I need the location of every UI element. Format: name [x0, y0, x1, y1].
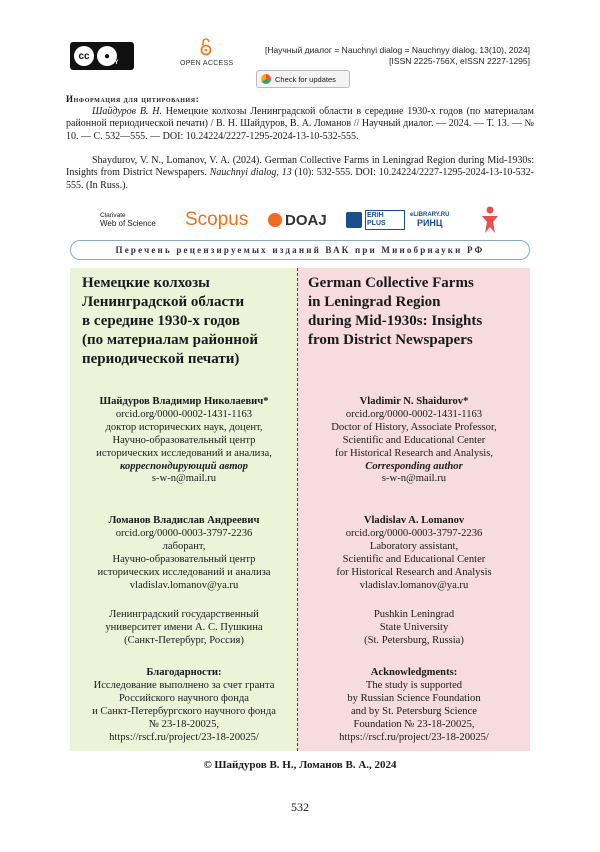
- citation-heading: Информация для цитирования:: [66, 94, 200, 104]
- en-author-1-affil: for Historical Research and Analysis,: [335, 447, 493, 459]
- en-author-2-affil: for Historical Research and Analysis: [336, 566, 492, 578]
- en-ack-line: The study is supported: [365, 679, 463, 691]
- open-access-lock-icon: [200, 38, 212, 56]
- ru-ack-line: № 23-18-20025,: [148, 718, 220, 730]
- ru-ack-line: Российского научного фонда: [119, 692, 249, 704]
- ru-title-line: Ленинградской области: [82, 294, 245, 310]
- doaj-logo[interactable]: [268, 205, 327, 235]
- ru-org-line: Ленинградский государственный: [109, 609, 259, 620]
- en-title-line: German Collective Farms: [308, 275, 474, 291]
- ru-author-1-orcid[interactable]: orcid.org/0000-0002-1431-1163: [115, 408, 253, 420]
- wos-label: Web of Science: [100, 219, 156, 228]
- ru-author-1-email[interactable]: s-w-n@mail.ru: [151, 473, 217, 485]
- en-title-line: in Leningrad Region: [308, 294, 441, 310]
- en-author-1-name: Vladimir N. Shaidurov*: [359, 396, 469, 407]
- ru-author-1-affil: исторических исследований и анализа,: [96, 447, 272, 459]
- ru-org-line: университет имени А. С. Пушкина: [105, 621, 263, 633]
- ru-author-1: [72, 396, 296, 486]
- en-author-1-affil: Scientific and Educational Center: [342, 434, 486, 446]
- en-ack-line: Foundation № 23-18-20025,: [353, 718, 475, 730]
- ru-article-title: [82, 274, 294, 369]
- en-author-2-name: Vladislav A. Lomanov: [363, 515, 465, 526]
- ru-author-1-affil: Научно-образовательный центр: [112, 434, 256, 446]
- ru-author-2-affil: Научно-образовательный центр: [112, 553, 256, 565]
- ru-author-1-degree: доктор исторических наук, доцент,: [105, 421, 263, 433]
- en-author-2-email[interactable]: vladislav.lomanov@ya.ru: [359, 579, 469, 591]
- en-org-line: Pushkin Leningrad: [373, 609, 455, 620]
- en-author-2: [300, 515, 528, 592]
- person-icon: ●: [97, 46, 117, 66]
- page-number: 532: [291, 800, 309, 814]
- citation-ru-authors: Шайдуров В. Н.: [92, 106, 162, 117]
- web-of-science-logo[interactable]: [100, 205, 156, 235]
- en-corresponding-author: Corresponding author: [365, 460, 463, 472]
- clarivate-label: Clarivate: [100, 212, 126, 219]
- en-author-1: [300, 396, 528, 486]
- en-author-1-orcid[interactable]: orcid.org/0000-0002-1431-1163: [345, 408, 483, 420]
- en-author-2-position: Laboratory assistant,: [369, 540, 459, 552]
- ru-title-line: в середине 1930-х годов: [82, 313, 240, 329]
- column-divider: [297, 268, 299, 751]
- citation-ru: [66, 106, 534, 143]
- sciencedirect-person-icon: [480, 205, 500, 235]
- en-ack-line: and by St. Petersburg Science: [350, 705, 478, 717]
- ru-org-line: (Санкт-Петербург, Россия): [124, 634, 244, 646]
- journal-issue: [Научный диалог = Nauchnyi dialog = Nauchnyy dialog, 13(10), 2024]: [264, 45, 530, 55]
- ru-corresponding-author: корреспондирующий автор: [120, 460, 248, 472]
- en-article-title: [308, 274, 528, 350]
- en-organization: [300, 609, 528, 648]
- ru-title-line: Немецкие колхозы: [82, 275, 210, 291]
- journal-reference: [265, 45, 530, 67]
- citation-en: [66, 155, 534, 192]
- en-author-2-affil: Scientific and Educational Center: [342, 553, 486, 565]
- ru-title-line: (по материалам районной: [82, 332, 259, 348]
- doaj-label: DOAJ: [285, 211, 327, 229]
- ru-author-2-position: лаборант,: [162, 540, 206, 552]
- indexing-logos: [100, 205, 504, 235]
- ru-title-line: периодической печати): [82, 351, 240, 367]
- en-org-line: (St. Petersburg, Russia): [364, 634, 464, 646]
- en-author-1-email[interactable]: s-w-n@mail.ru: [381, 473, 447, 485]
- elibrary-label: eLIBRARY.RU: [410, 212, 450, 218]
- en-title-line: during Mid-1930s: Insights: [308, 313, 483, 329]
- ru-ack-heading: Благодарности:: [146, 667, 222, 678]
- nsd-icon: [346, 212, 362, 228]
- ru-ack-link[interactable]: https://rscf.ru/project/23-18-20025/: [109, 731, 259, 743]
- scopus-logo[interactable]: Scopus: [185, 209, 249, 230]
- citation-en-journal: Nauchnyi dialog, 13: [209, 167, 292, 179]
- citation-en-text: Shaydurov, V. N., Lomanov, V. A. (2024). German Collective Farms in Leningrad Region during Mid-1930s: Insights from District Newspapers.: [66, 155, 534, 179]
- en-ack-link[interactable]: https://rscf.ru/project/23-18-20025/: [339, 731, 489, 743]
- cc-license-badge[interactable]: [70, 42, 134, 70]
- open-access-label: OPEN ACCESS: [180, 60, 234, 67]
- ru-author-2-affil: исторических исследований и анализа: [97, 566, 271, 578]
- doaj-icon: [268, 213, 282, 227]
- ru-author-2: [72, 515, 296, 592]
- journal-issn: [ISSN 2225-756X, eISSN 2227-1295]: [389, 56, 530, 66]
- rinc-label: РИНЦ: [416, 218, 443, 228]
- ru-author-2-orcid[interactable]: orcid.org/0000-0003-3797-2236: [115, 527, 253, 539]
- en-title-line: from District Newspapers: [308, 332, 473, 348]
- check-for-updates-button[interactable]: [256, 70, 350, 88]
- crossmark-icon: [261, 74, 271, 84]
- citation-en-doi: (10): 532-555. DOI: 10.24224/2227-1295-2024-13-10-532-555. (In Russ.).: [66, 167, 534, 191]
- elibrary-rinc-logo[interactable]: [410, 205, 449, 235]
- copyright-line: © Шайдуров В. Н., Ломанов В. А., 2024: [203, 759, 397, 771]
- ru-acknowledgments: [72, 667, 296, 744]
- erih-label: ERIH PLUS: [365, 210, 405, 230]
- en-author-1-degree: Doctor of History, Associate Professor,: [331, 421, 497, 433]
- en-acknowledgments: [300, 667, 528, 744]
- ru-author-2-name: Ломанов Владислав Андреевич: [108, 515, 260, 526]
- en-author-2-orcid[interactable]: orcid.org/0000-0003-3797-2236: [345, 527, 483, 539]
- vak-list-banner: Перечень рецензируемых изданий ВАК при Минобрнауки РФ: [70, 240, 530, 260]
- check-for-updates-label: Check for updates: [275, 74, 336, 84]
- en-org-line: State University: [379, 621, 449, 633]
- ru-ack-line: и Санкт-Петербургского научного фонда: [92, 705, 276, 717]
- ru-organization: [72, 609, 296, 648]
- ru-ack-line: Исследование выполнено за счет гранта: [93, 679, 275, 691]
- cc-icon: cc: [74, 46, 94, 66]
- cc-by-label: BY: [110, 60, 119, 66]
- citation-ru-text: Немецкие колхозы Ленинградской области в середине 1930-х годов (по материалам районной периодической печати) / В. Н. Шайдуров, В. А. Ломанов // Научный диалог. — 2024. — Т. 13. — № 10. — С. 532—555. — DOI: 10.24224/2227-1295-2024-13-10-532-555.: [66, 106, 534, 142]
- en-ack-line: by Russian Science Foundation: [347, 692, 481, 704]
- ru-author-1-name: Шайдуров Владимир Николаевич*: [99, 396, 269, 407]
- ru-author-2-email[interactable]: vladislav.lomanov@ya.ru: [129, 579, 239, 591]
- en-ack-heading: Acknowledgments:: [370, 667, 458, 678]
- erih-plus-logo[interactable]: [346, 205, 405, 235]
